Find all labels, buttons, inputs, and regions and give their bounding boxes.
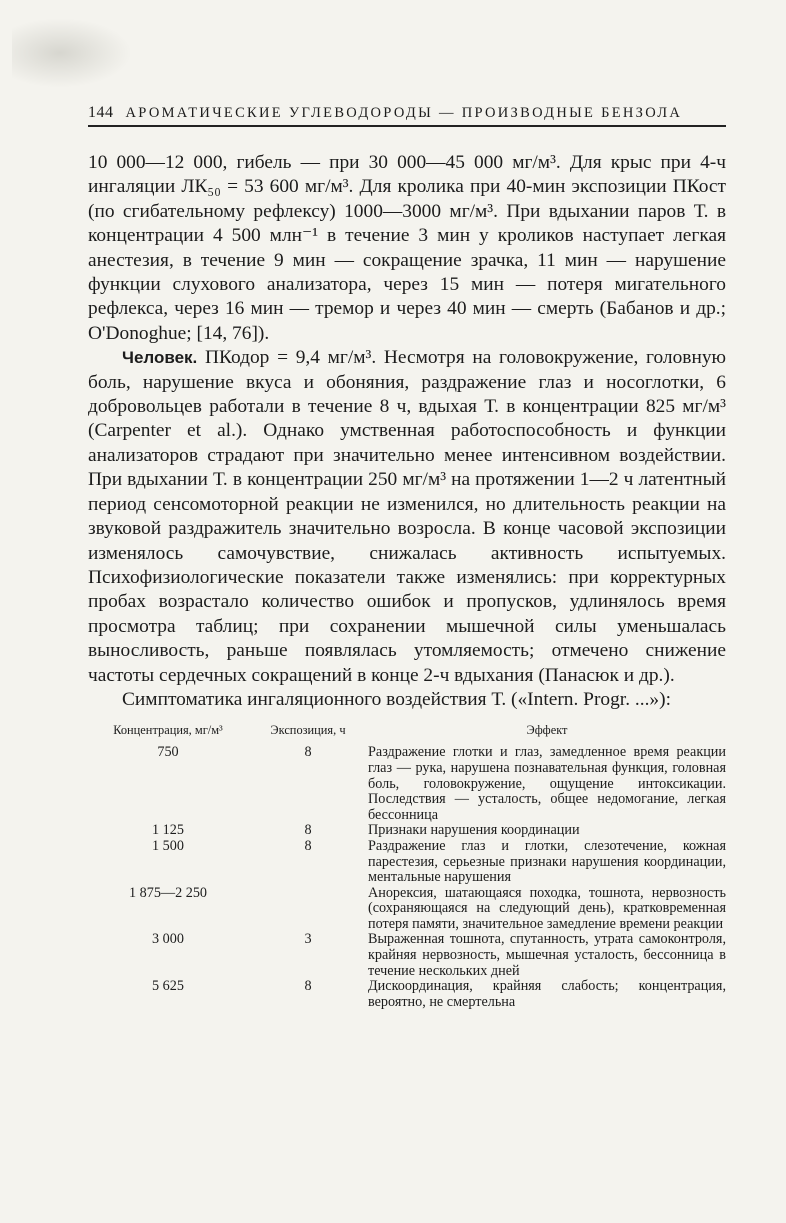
paragraph-rabbit: 10 000—12 000, гибель — при 30 000—45 000 мг/м³. Для крыс при 4-ч ингаляции ЛК₅₀ = 53 600 мг/м³. Для кролика при 40-мин экспозиции ПКост (по сгибательному рефлексу) 1000—3000 мг/м³. При вдыхании паров Т. в концентрации 4 500 млн⁻¹ в течение 3 мин у кроликов наступает легкая анестезия, в течение 9 мин — сокращение зрачка, 11 мин — нарушение функции слухового анализатора, через 15 мин — потеря мигательного рефлекса, через 16 мин — тремор и через 40 мин — смерть (Бабанов и др.; O'Donoghue; [14, 76]). [88, 152, 726, 344]
paragraph-human-text: ПКодор = 9,4 мг/м³. Несмотря на головокружение, головную боль, нарушение вкуса и обоняния, раздражение глаз и носоглотки, 6 добровольцев работали в течение 8 ч, вдыхая Т. в концентрации 825 мг/м³ (Carpenter et al.). Однако умственная работоспособность и функции анализаторов страдают при значительно менее интенсивном воздействии. При вдыхании Т. в концентрации 250 мг/м³ на протяжении 1—2 ч латентный период сенсомоторной реакции не изменился, но длительность реакции на звуковой раздражитель значительно возросла. В конце часовой экспозиции изменялось самочувствие, снижалась активность испытуемых. Психофизиологические показатели также изменялись: при корректурных пробах возрастало количество ошибок и пропусков, удлинялось время просмотра таблиц; при сохранении мышечной силы уменьшалась выносливость, раньше появлялась утомляемость; отмечено снижение частоты сердечных сокращений в конце 2-ч вдыхания (Панасюк и др.). [88, 347, 726, 686]
book-page [88, 96, 726, 1010]
cell-exposure: 3 [304, 931, 312, 948]
table-row [88, 886, 726, 933]
running-title: АРОМАТИЧЕСКИЕ УГЛЕВОДОРОДЫ — ПРОИЗВОДНЫЕ БЕНЗОЛА [125, 105, 683, 121]
header-exposure: Экспозиция, ч [270, 723, 346, 738]
cell-concentration: 5 625 [152, 978, 184, 995]
runin-heading: Человек. [122, 348, 198, 368]
cell-exposure [248, 886, 368, 933]
cell-effect: Анорексия, шатающаяся походка, тошнота, нервозность (сохраняющаяся на следующий день), кратковременная потеря памяти, значительное замедление времени реакции [368, 884, 726, 932]
cell-concentration: 1 875—2 250 [128, 884, 208, 901]
header-effect: Эффект [526, 723, 568, 738]
table-row [88, 745, 726, 823]
cell-effect: Раздражение глотки и глаз, замедленное время реакции глаз — рука, нарушена познавательная функция, головная боль, головокружение, ощущение интоксикации. Последствия — усталость, общее недомогание, легкая бессонница [368, 744, 726, 823]
cell-exposure: 8 [304, 837, 312, 854]
paragraph-human [88, 346, 726, 688]
cell-concentration: 3 000 [152, 931, 184, 948]
paragraph-table-intro: Симптоматика ингаляционного воздействия Т. («Intern. Progr. ...»): [122, 688, 671, 710]
cell-effect: Выраженная тошнота, спутанность, утрата самоконтроля, крайняя нервозность, мышечная усталость, бессонница в течение нескольких дней [368, 931, 726, 979]
body-text [88, 151, 726, 712]
table-header-row [88, 724, 726, 745]
cell-concentration: 1 500 [152, 837, 184, 854]
symptoms-table [88, 724, 726, 1010]
cell-exposure: 8 [304, 822, 312, 839]
page-number: 144 [88, 104, 114, 121]
table-row [88, 932, 726, 979]
running-head [88, 104, 726, 127]
cell-concentration: 750 [157, 744, 179, 761]
table-row [88, 979, 726, 1010]
cell-concentration: 1 125 [152, 822, 184, 839]
cell-effect: Дискоординация, крайняя слабость; концентрация, вероятно, не смертельна [368, 978, 726, 1010]
cell-effect: Признаки нарушения координации [368, 822, 580, 839]
cell-exposure: 8 [304, 978, 312, 995]
table-row [88, 839, 726, 886]
header-concentration: Концентрация, мг/м³ [113, 723, 223, 738]
cell-exposure: 8 [304, 744, 312, 761]
table-row [88, 823, 726, 839]
cell-effect: Раздражение глаз и глотки, слезотечение, кожная парестезия, серьезные признаки нарушения координации, ментальные нарушения [368, 837, 726, 886]
scan-smudge [12, 18, 132, 88]
